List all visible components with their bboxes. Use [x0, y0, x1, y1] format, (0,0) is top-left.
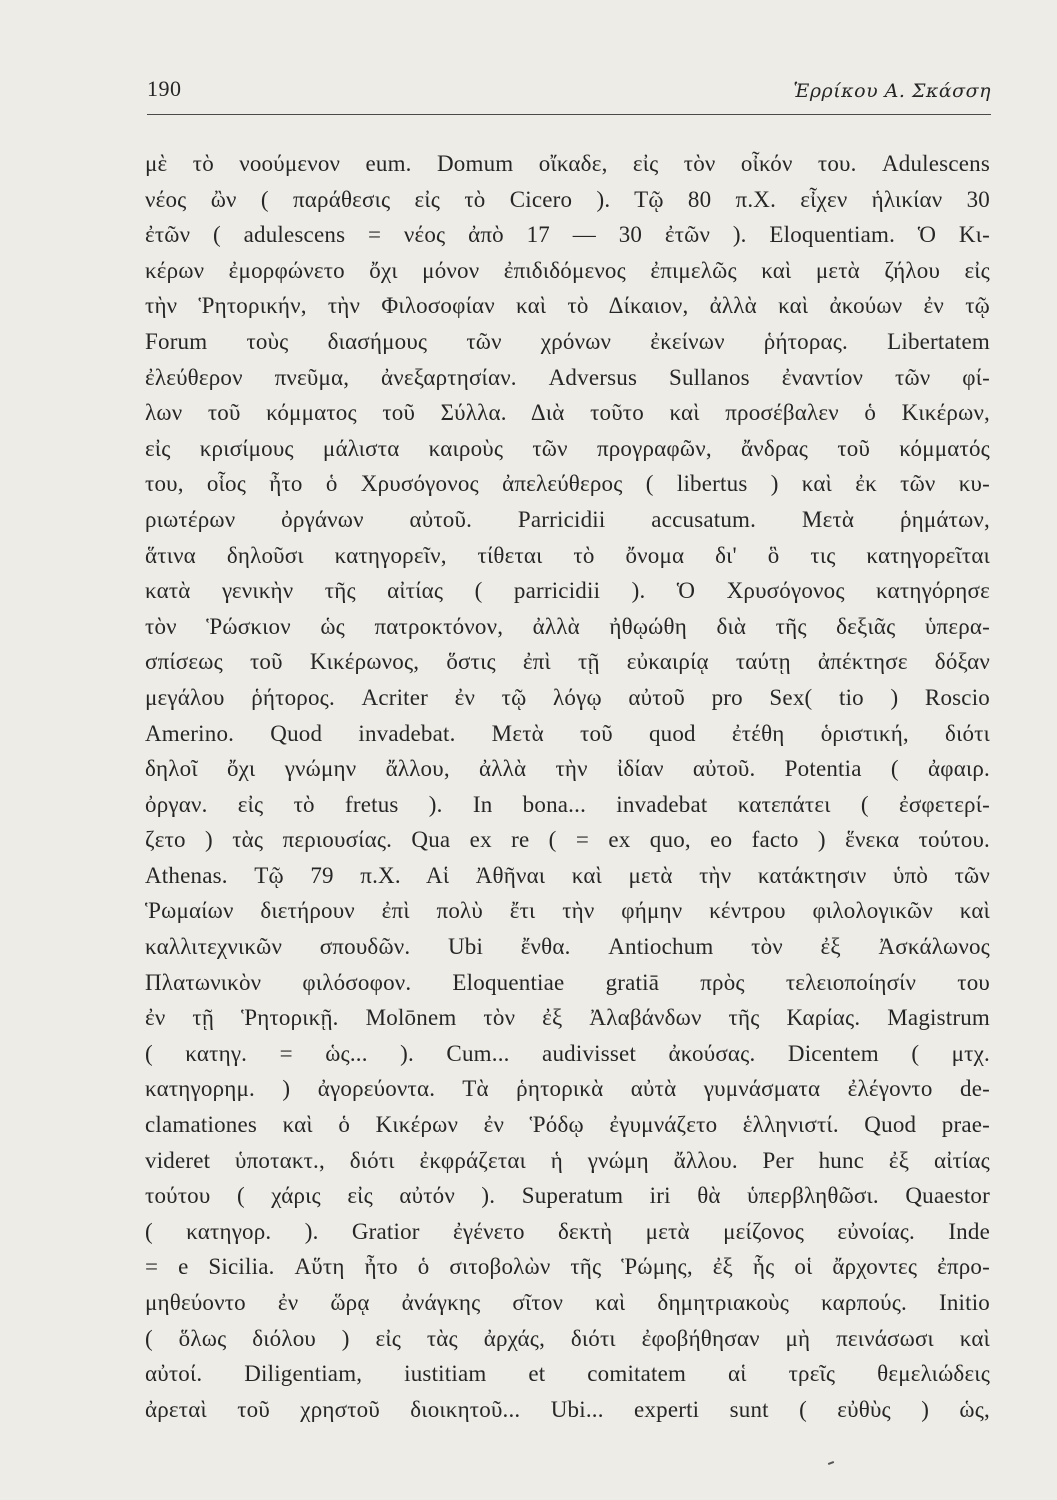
text-line: Forum τοὺς διασήμους τῶν χρόνων ἐκείνων ῥήτορας. Libertatem	[145, 328, 990, 354]
text-line: Πλατωνικὸν φιλόσοφον. Eloquentiae gratiā πρὸς τελειοποίησίν του	[145, 969, 990, 995]
text-line: καλλιτεχνικῶν σπουδῶν. Ubi ἔνθα. Antiochum τὸν ἐξ Ἀσκάλωνος	[145, 934, 990, 960]
text-line: νέος ὢν ( παράθεσις εἰς τὸ Cicero ). Τῷ 80 π.Χ. εἶχεν ἡλικίαν 30	[145, 186, 990, 212]
text-line: ( κατηγορ. ). Gratior ἐγένετο δεκτὴ μετὰ μείζονος εὐνοίας. Inde	[145, 1218, 990, 1244]
page-header	[147, 72, 991, 115]
text-line: μεγάλου ῥήτορος. Acriter ἐν τῷ λόγῳ αὐτοῦ pro Sex( tio ) Roscio	[145, 684, 990, 710]
text-line: ὀργαν. εἰς τὸ fretus ). In bona... invadebat κατεπάτει ( ἐσφετερί-	[145, 791, 990, 817]
text-line: ( κατηγ. = ὡς... ). Cum... audivisset ἀκούσας. Dicentem ( μτχ.	[145, 1040, 990, 1066]
text-line: κατηγορημ. ) ἀγορεύοντα. Τὰ ῥητορικὰ αὐτὰ γυμνάσματα ἐλέγοντο de-	[145, 1076, 990, 1102]
text-line: λων τοῦ κόμματος τοῦ Σύλλα. Διὰ τοῦτο καὶ προσέβαλεν ὁ Κικέρων,	[145, 400, 990, 426]
text-line: ζετο ) τὰς περιουσίας. Qua ex re ( = ex quo, eo facto ) ἕνεκα τούτου.	[145, 827, 990, 853]
text-line: τούτου ( χάρις εἰς αὐτόν ). Superatum iri θὰ ὑπερβληθῶσι. Quaestor	[145, 1183, 990, 1209]
text-line: μηθεύοντο ἐν ὥρᾳ ἀνάγκης σῖτον καὶ δημητριακοὺς καρπούς. Initio	[145, 1290, 990, 1315]
text-line: videret ὑποτακτ., διότι ἐκφράζεται ἡ γνώμη ἄλλου. Per hunc ἐξ αἰτίας	[145, 1147, 990, 1173]
text-line: Athenas. Τῷ 79 π.Χ. Αἱ Ἀθῆναι καὶ μετὰ τὴν κατάκτησιν ὑπὸ τῶν	[145, 862, 990, 888]
text-line: Amerino. Quod invadebat. Μετὰ τοῦ quod ἐτέθη ὁριστική, διότι	[145, 720, 990, 746]
text-line: ἐτῶν ( adulescens = νέος ἀπὸ 17 — 30 ἐτῶν ). Eloquentiam. Ὁ Κι-	[145, 222, 990, 248]
text-line: κατὰ γενικὴν τῆς αἰτίας ( parricidii ). Ὁ Χρυσόγονος κατηγόρησε	[145, 578, 990, 604]
text-line: τὸν Ῥώσκιον ὡς πατροκτόνον, ἀλλὰ ἠθῳώθη διὰ τῆς δεξιᾶς ὑπερα-	[145, 613, 990, 639]
text-line: clamationes καὶ ὁ Κικέρων ἐν Ῥόδῳ ἐγυμνάζετο ἑλληνιστί. Quod prae-	[145, 1112, 990, 1138]
running-head-author: Ἑρρίκου Α. Σκάσση	[793, 80, 991, 102]
text-line: ἅτινα δηλοῦσι κατηγορεῖν, τίθεται τὸ ὄνομα δι' ὃ τις κατηγορεῖται	[145, 542, 990, 568]
text-line: ἐλεύθερον πνεῦμα, ἀνεξαρτησίαν. Adversus Sullanos ἐναντίον τῶν φί-	[145, 364, 990, 390]
text-line: δηλοῖ ὄχι γνώμην ἄλλου, ἀλλὰ τὴν ἰδίαν αὐτοῦ. Potentia ( ἀφαιρ.	[145, 756, 990, 782]
text-line: αὐτοί. Diligentiam, iustitiam et comitatem αἱ τρεῖς θεμελιώδεις	[145, 1361, 990, 1387]
text-line: εἰς κρισίμους μάλιστα καιροὺς τῶν προγραφῶν, ἄνδρας τοῦ κόμματός	[145, 435, 990, 461]
text-line: του, οἷος ἦτο ὁ Χρυσόγονος ἀπελεύθερος ( libertus ) καὶ ἐκ τῶν κυ-	[145, 471, 990, 497]
text-line: ἐν τῇ Ῥητορικῇ. Molōnem τὸν ἐξ Ἀλαβάνδων τῆς Καρίας. Magistrum	[145, 1005, 990, 1031]
text-line: κέρων ἐμορφώνετο ὄχι μόνον ἐπιδιδόμενος ἐπιμελῶς καὶ μετὰ ζήλου εἰς	[145, 257, 990, 283]
commentary-text	[145, 146, 990, 1427]
text-line: ἀρεταὶ τοῦ χρηστοῦ διοικητοῦ... Ubi... experti sunt ( εὐθὺς ) ὡς,	[145, 1396, 990, 1422]
page-number: 190	[147, 76, 182, 101]
ink-speck	[828, 1461, 834, 1465]
text-line: = e Sicilia. Αὕτη ἦτο ὁ σιτοβολὼν τῆς Ῥώμης, ἐξ ἧς οἱ ἄρχοντες ἐπρο-	[145, 1254, 990, 1280]
text-line: μὲ τὸ νοούμενον eum. Domum οἴκαδε, εἰς τὸν οἶκόν του. Adulescens	[145, 151, 990, 176]
text-line: σπίσεως τοῦ Κικέρωνος, ὅστις ἐπὶ τῇ εὐκαιρίᾳ ταύτῃ ἀπέκτησε δόξαν	[145, 649, 990, 675]
text-line: ριωτέρων ὀργάνων αὐτοῦ. Parricidii accusatum. Μετὰ ῥημάτων,	[145, 506, 990, 532]
text-line: τὴν Ῥητορικήν, τὴν Φιλοσοφίαν καὶ τὸ Δίκαιον, ἀλλὰ καὶ ἀκούων ἐν τῷ	[145, 293, 990, 319]
text-line: ( ὅλως διόλου ) εἰς τὰς ἀρχάς, διότι ἐφοβήθησαν μὴ πεινάσωσι καὶ	[145, 1325, 990, 1351]
text-line: Ῥωμαίων διετήρουν ἐπὶ πολὺ ἔτι τὴν φήμην κέντρου φιλολογικῶν καὶ	[145, 898, 990, 924]
